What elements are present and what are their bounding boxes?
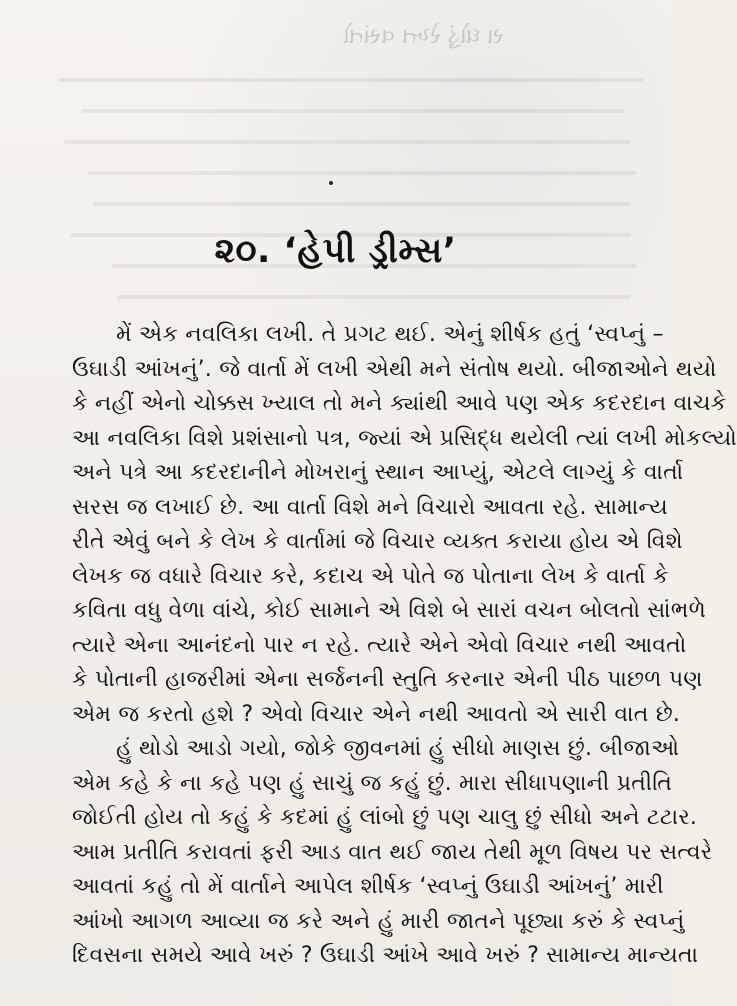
bleed-through-line	[64, 140, 631, 144]
small-print-dot	[329, 181, 333, 185]
body-line: રીતે એવું બને કે લેખ કે વાર્તામાં જે વિચાર વ્યક્ત કરાયા હોય એ વિશે	[72, 529, 683, 554]
body-line: દિવસના સમયે આવે ખરું ? ઉઘાડી આંખે આવે ખરું ? સામાન્ય માન્યતા	[72, 943, 699, 968]
bleed-through-header: રા ઘોડું રેખ્ત વસંતો	[343, 24, 504, 49]
body-line: આ નવલિકા વિશે પ્રશંસાનો પત્ર, જ્યાં એ પ્રસિદ્ધ થયેલી ત્યાં લખી મોકલ્યો	[72, 425, 737, 451]
bleed-through-line	[81, 109, 625, 113]
body-line: એમ જ કરતો હશે ? એવો વિચાર એને નથી આવતો એ સારી વાત છે.	[72, 701, 681, 727]
body-line: સરસ જ લખાઈ છે. આ વાર્તા વિશે મને વિચારો આવતા રહે. સામાન્ય	[72, 494, 668, 520]
body-line: મેં એક નવલિકા લખી. તે પ્રગટ થઈ. એનું શીર્ષક હતું ‘સ્વપ્નું –	[116, 322, 664, 347]
body-line: કે નહીં એનો ચોક્કસ ખ્યાલ તો મને ક્યાંથી આવે પણ એક કદરદાન વાચકે	[72, 391, 727, 416]
body-line: ઉઘાડી આંખનું’. જે વાર્તા મેં લખી એથી મને સંતોષ થયો. બીજાઓને થયો	[72, 356, 717, 382]
body-line: એમ કહે કે ના કહે પણ હું સાચું જ કહું છું. મારા સીધાપણાની પ્રતીતિ	[72, 770, 673, 796]
body-line: કે પોતાની હાજરીમાં એના સર્જનની સ્તુતિ કરનાર એની પીઠ પાછળ પણ	[72, 667, 703, 692]
body-line: હું થોડો આડો ગયો, જોકે જીવનમાં હું સીધો માણસ છું. બીજાઓ	[116, 736, 680, 761]
body-line: આમ પ્રતીતિ કરાવતાં ફરી આડ વાત થઈ જાય તેથી મૂળ વિષય પર સત્વરે	[72, 839, 713, 865]
body-line: કવિતા વધુ વેળા વાંચે, કોઈ સામાને એ વિશે બે સારાં વચન બોલતો સાંભળે	[72, 598, 706, 623]
body-line: લેખક જ વધારે વિચાર કરે, કદાચ એ પોતે જ પોતાના લેખ કે વાર્તા કે	[72, 563, 669, 589]
body-line: અને પત્રે આ કદરદાનીને મોખરાનું સ્થાન આપ્યું, એટલે લાગ્યું કે વાર્તા	[72, 460, 684, 485]
bleed-through-line	[58, 78, 643, 82]
bleed-through-lines	[58, 78, 643, 323]
bleed-through-line	[93, 202, 631, 206]
bleed-through-line	[87, 171, 637, 175]
body-line: આવતાં કહું તો મેં વાર્તાને આપેલ શીર્ષક ‘સ્વપ્નું ઉઘાડી આંખનું’ મારી	[72, 874, 664, 899]
chapter-title: ૨૦. ‘હેપી ડ્રીમ્સ’	[214, 231, 457, 271]
body-line: આંખો આગળ આવ્યા જ કરે અને હું મારી જાતને પૂછ્યા કરું કે સ્વપ્નું	[72, 908, 685, 934]
bleed-through-line	[117, 295, 632, 299]
body-line: ત્યારે એના આનંદનો પાર ન રહે. ત્યારે એને એવો વિચાર નથી આવતો	[72, 632, 687, 658]
body-line: જોઈતી હોય તો કહું કે કદમાં હું લાંબો છું પણ ચાલુ છું સીધો અને ટટાર.	[72, 805, 698, 830]
chapter-body	[72, 318, 737, 974]
